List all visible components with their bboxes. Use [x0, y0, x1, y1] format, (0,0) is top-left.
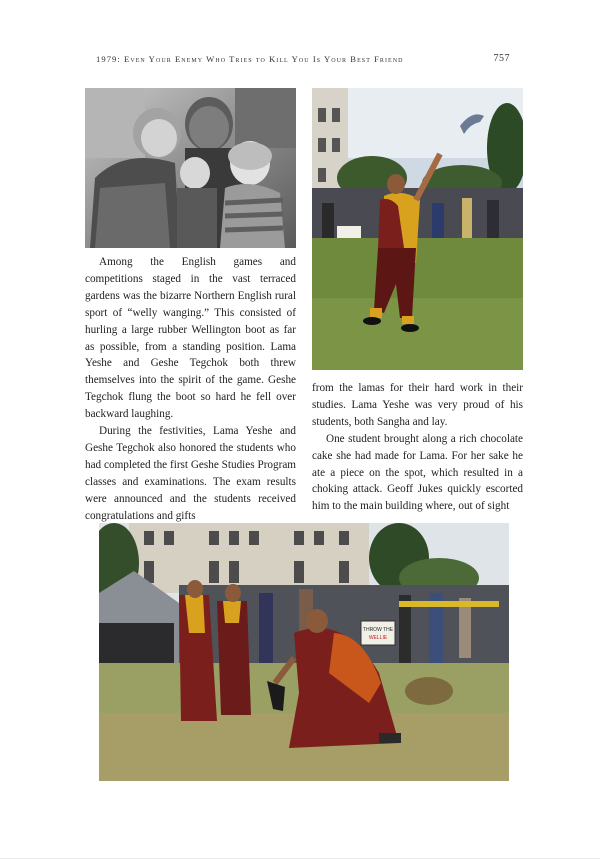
lama-throwing-image [312, 88, 523, 370]
text-column-right [312, 380, 523, 515]
sign-line: WELLIE [368, 635, 388, 641]
text-column-left [85, 254, 296, 525]
running-head-title: 1979: Even Your Enemy Who Tries to Kill You Is Your Best Friend [96, 54, 404, 64]
photo-lamas-welly-wanging [99, 523, 509, 781]
family-portrait-image [85, 88, 296, 248]
paragraph: One student brought along a rich chocolate cake she had made for Lama. For her sake he ate a piece on the spot, which resulted in a choking attack. Geoff Jukes quickly escorted him to the main building where, out of sight [312, 432, 523, 513]
paragraph: Among the English games and competitions staged in the vast terraced gardens was the bizarre Northern English rural sport of “welly wanging.” This consisted of hurling a large rubber Wellington boot as far as possible, from a standing position. Lama Yeshe and Geshe Tegchok both threw themselves into the spirit of the game. Geshe Tegchok flung the boot so hard he fell over backward laughing. [85, 256, 296, 421]
running-head [96, 54, 510, 64]
sign-line: THROW THE [362, 627, 394, 633]
photo-lama-throwing [312, 88, 523, 370]
photo-family-portrait [85, 88, 296, 248]
page-number: 757 [493, 53, 510, 64]
paragraph: During the festivities, Lama Yeshe and Geshe Tegchok also honored the students who had completed the first Geshe Studies Program classes and examinations. The exam results were announced and the students received congratulations and gifts [85, 425, 296, 522]
lamas-welly-wanging-image [99, 523, 509, 781]
paragraph: from the lamas for their hard work in their studies. Lama Yeshe was very proud of his students, both Sangha and lay. [312, 382, 523, 428]
